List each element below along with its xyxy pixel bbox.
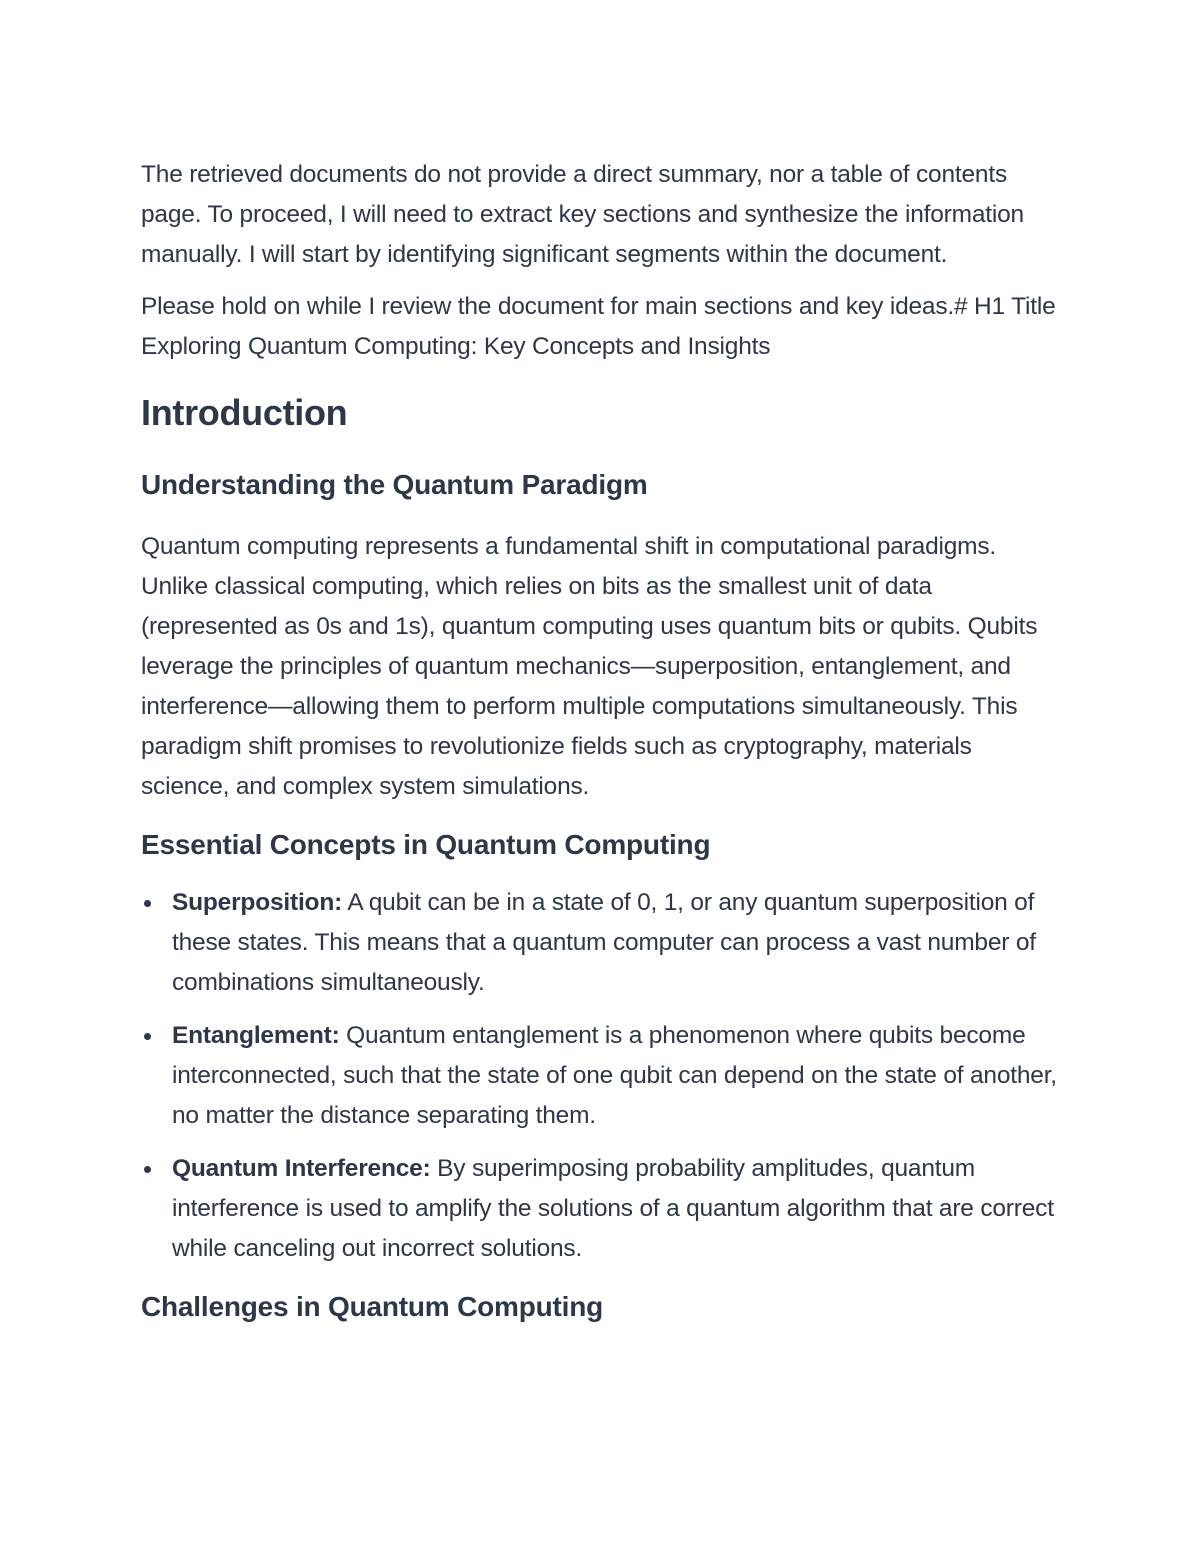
document-page [141, 155, 1066, 1327]
intro-paragraph-1: The retrieved documents do not provide a direct summary, nor a table of contents page. To proceed, I will need to extract key sections and synthesize the information manually. I will start by identifying significant segments within the document. [141, 161, 1024, 268]
bullet-icon [144, 1033, 151, 1040]
heading-challenges: Challenges in Quantum Computing [141, 1291, 604, 1322]
list-item-term: Quantum Interference: [172, 1155, 431, 1182]
list-item-text: By superimposing probability amplitudes, quantum interference is used to amplify the solutions of a quantum algorithm that are correct while canceling out incorrect solutions. [172, 1155, 1054, 1262]
understanding-paragraph: Quantum computing represents a fundamental shift in computational paradigms. Unlike classical computing, which relies on bits as the smallest unit of data (represented as 0s and 1s), quantum computing uses quantum bits or qubits. Qubits leverage the principles of quantum mechanics—superposition, entanglement, and interference—allowing them to perform multiple computations simultaneously. This paradigm shift promises to revolutionize fields such as cryptography, materials science, and complex system simulations. [141, 533, 1038, 800]
heading-introduction: Introduction [141, 392, 348, 433]
list-item-superposition [141, 883, 1066, 1003]
concepts-list [141, 883, 1066, 1269]
bullet-icon [144, 1166, 151, 1173]
list-item-text: A qubit can be in a state of 0, 1, or any quantum superposition of these states. This means that a quantum computer can process a vast number of combinations simultaneously. [172, 889, 1036, 996]
list-item-term: Entanglement: [172, 1022, 340, 1049]
intro-paragraph-2: Please hold on while I review the document for main sections and key ideas.# H1 Title Exploring Quantum Computing: Key Concepts and Insights [141, 293, 1056, 360]
list-item-text: Quantum entanglement is a phenomenon where qubits become interconnected, such that the state of one qubit can depend on the state of another, no matter the distance separating them. [172, 1022, 1057, 1129]
heading-essential-concepts: Essential Concepts in Quantum Computing [141, 829, 711, 860]
list-item-entanglement [141, 1016, 1066, 1136]
list-item-term: Superposition: [172, 889, 343, 916]
list-item-quantum-interference [141, 1149, 1066, 1269]
heading-understanding-quantum-paradigm: Understanding the Quantum Paradigm [141, 469, 648, 500]
bullet-icon [144, 900, 151, 907]
